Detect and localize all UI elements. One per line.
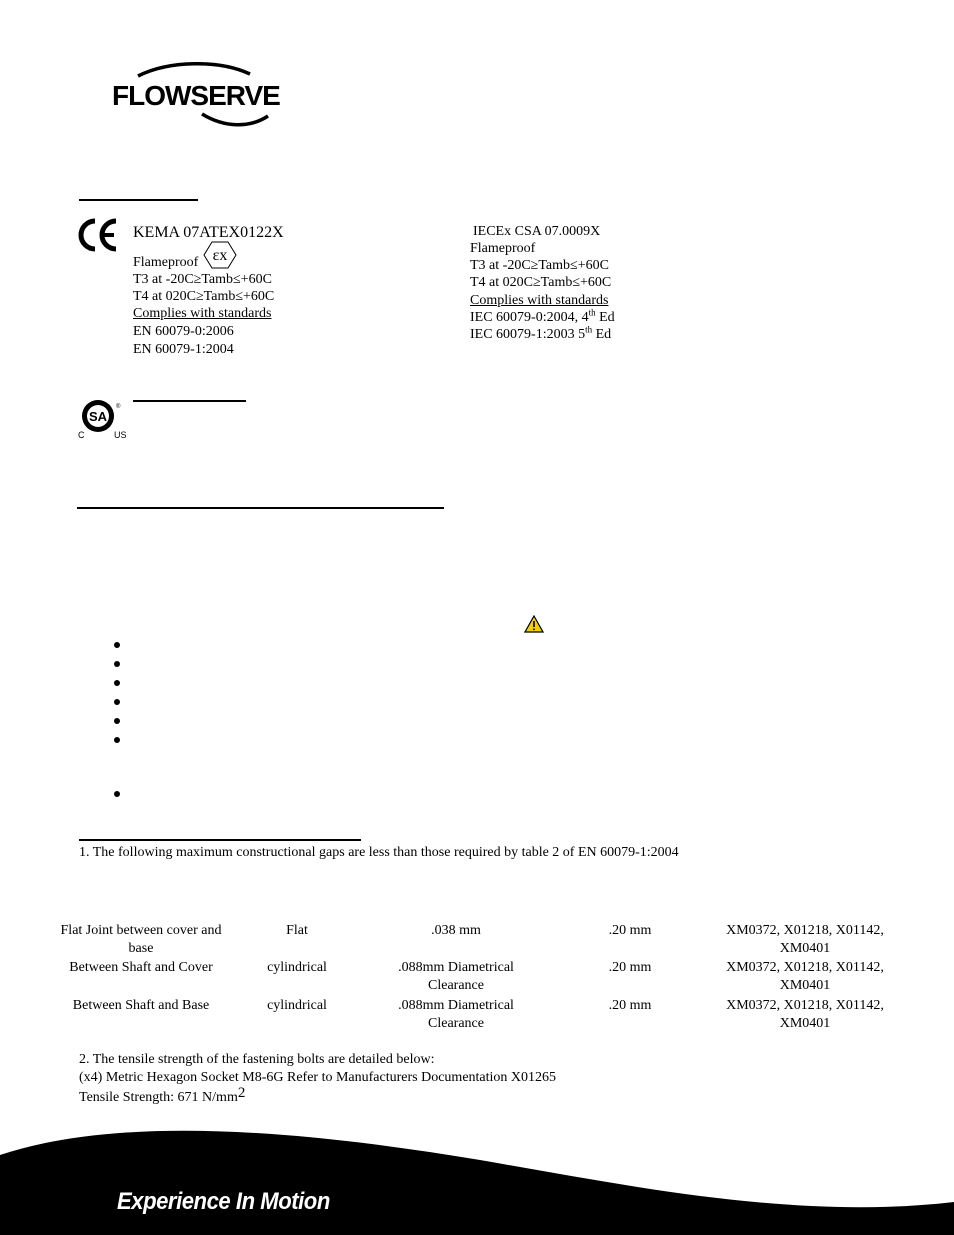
- atex-std1: EN 60079-0:2006: [133, 324, 234, 339]
- csa-mark-right: US: [114, 430, 127, 440]
- list-bullet: [114, 718, 120, 724]
- iecex-std1: IEC 60079-0:2004, 4th Ed: [470, 307, 615, 325]
- gaps-note: 1. The following maximum constructional gaps are less than those required by table 2 of EN 60079-1:2004: [79, 845, 679, 860]
- section-rule: [79, 199, 198, 201]
- cell-drawings: XM0372, X01218, X01142, XM0401: [726, 923, 884, 956]
- iecex-t4: T4 at 020C≥Tamb≤+60C: [470, 275, 612, 290]
- atex-cert: KEMA 07ATEX0122X: [133, 224, 284, 241]
- atex-standards-heading: Complies with standards: [133, 306, 272, 321]
- iecex-t3: T3 at -20C≥Tamb≤+60C: [470, 258, 609, 273]
- logo-text: FLOWSERVE: [112, 80, 280, 111]
- cell-gap: .088mm Diametrical Clearance: [398, 960, 514, 993]
- warning-triangle-icon: [524, 615, 544, 638]
- list-bullet: [114, 642, 120, 648]
- iecex-std2: IEC 60079-1:2003 5th Ed: [470, 324, 612, 342]
- svg-text:SA: SA: [88, 409, 108, 424]
- ex-hexagon-icon: [203, 241, 237, 274]
- atex-t4: T4 at 020C≥Tamb≤+60C: [133, 289, 275, 304]
- svg-text:®: ®: [116, 404, 121, 410]
- list-bullet: [114, 661, 120, 667]
- ce-mark-icon: [76, 218, 120, 257]
- csa-mark-icon: [78, 398, 128, 442]
- list-bullet: [114, 680, 120, 686]
- list-bullet: [114, 699, 120, 705]
- flowserve-logo: [110, 62, 285, 130]
- cell-type: cylindrical: [267, 960, 327, 975]
- cell-required: .20 mm: [608, 923, 652, 938]
- cell-joint: Between Shaft and Base: [72, 998, 210, 1013]
- list-bullet: [114, 791, 120, 797]
- atex-std2: EN 60079-1:2004: [133, 342, 234, 357]
- cell-gap: .088mm Diametrical Clearance: [398, 998, 514, 1031]
- csa-rule: [133, 400, 246, 402]
- gaps-rule: [79, 839, 361, 841]
- iecex-protection: Flameproof: [470, 241, 536, 256]
- svg-text:εx: εx: [212, 247, 228, 264]
- section-rule-long: [77, 507, 444, 509]
- iecex-cert: IECEx CSA 07.0009X: [473, 224, 601, 239]
- atex-protection: Flameproof: [133, 255, 199, 270]
- csa-mark-left: C: [78, 430, 85, 440]
- bolts-strength: Tensile Strength: 671 N/mm2: [79, 1085, 246, 1105]
- cell-drawings: XM0372, X01218, X01142, XM0401: [726, 998, 884, 1031]
- iecex-standards-heading: Complies with standards: [470, 293, 609, 308]
- cell-required: .20 mm: [608, 998, 652, 1013]
- atex-t3: T3 at -20C≥Tamb≤+60C: [133, 272, 272, 287]
- footer-band: [0, 1120, 954, 1235]
- cell-type: Flat: [286, 923, 308, 938]
- cell-gap: .038 mm: [431, 923, 481, 938]
- cell-joint: Flat Joint between cover and base: [60, 923, 222, 956]
- cell-type: cylindrical: [267, 998, 327, 1013]
- bolts-heading: 2. The tensile strength of the fastening bolts are detailed below:: [79, 1052, 435, 1067]
- cell-joint: Between Shaft and Cover: [69, 960, 213, 975]
- cell-drawings: XM0372, X01218, X01142, XM0401: [726, 960, 884, 993]
- footer-tagline: Experience In Motion: [117, 1188, 330, 1215]
- bolts-detail: (x4) Metric Hexagon Socket M8-6G Refer to Manufacturers Documentation X01265: [79, 1070, 557, 1085]
- list-bullet: [114, 737, 120, 743]
- cell-required: .20 mm: [608, 960, 652, 975]
